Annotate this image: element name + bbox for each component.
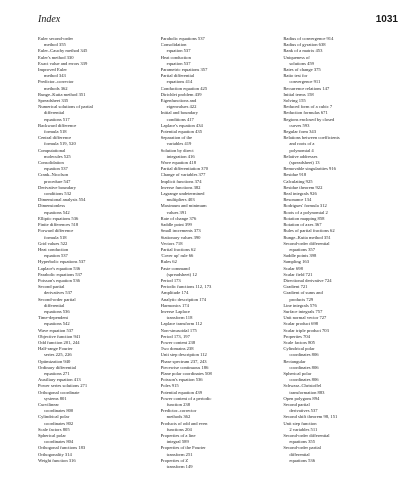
- index-entry: Harmonics 174: [160, 302, 189, 308]
- index-entry: molecules 525: [44, 153, 71, 159]
- index-entry: Rodrigues' formula 312: [283, 203, 327, 209]
- index-entry: Two domains 238: [160, 346, 194, 352]
- index-entry: Vectors 718: [160, 240, 183, 246]
- index-columns: [38, 36, 402, 470]
- index-entry: equation 537: [44, 166, 68, 172]
- index-entry: Scale factors 805: [283, 339, 315, 345]
- index-entry: Scalar field 721: [283, 271, 313, 277]
- index-entry: transform 251: [166, 451, 193, 457]
- index-entry: Elliptic equations 536: [38, 215, 79, 221]
- index-entry: Heat conduction: [160, 54, 191, 60]
- index-entry: conditions 532: [44, 191, 72, 197]
- index-entry: Schwarz–Christoffel: [283, 383, 322, 389]
- index-entry: coordinates 804: [44, 439, 74, 445]
- index-entry: formula 518: [44, 234, 67, 240]
- index-entry: Exact value and errors 339: [38, 60, 88, 66]
- index-entry: Weight function 316: [38, 457, 76, 463]
- index-entry: methods 362: [44, 85, 68, 91]
- index-entry: Open polygons 894: [283, 395, 320, 401]
- index-entry: Computational: [38, 147, 66, 153]
- index-entry: equations 517: [44, 116, 70, 122]
- index-entry: Scale factors 805: [38, 426, 70, 432]
- index-entry: Implicit functions 374: [160, 178, 202, 184]
- index-entry: Saddle point 399: [160, 222, 192, 228]
- index-entry: Inverse Laplace: [160, 308, 190, 314]
- index-entry: Potential equation 439: [160, 389, 203, 395]
- index-entry: Reduction formulas 671: [283, 110, 328, 116]
- index-entry: transform 149: [166, 464, 193, 470]
- index-entry: Partial differentiation 370: [160, 166, 209, 172]
- index-entry: transformation 883: [289, 389, 325, 395]
- index-entry: differential: [44, 302, 65, 308]
- index-entry: Scalar 698: [283, 265, 303, 271]
- index-column-2: [160, 36, 280, 470]
- index-entry: Numerical solutions of partial: [38, 104, 93, 110]
- index-entry: equation 537: [166, 48, 191, 54]
- index-entry: Lagrange undetermined: [160, 191, 205, 197]
- index-entry: Laplace's equation 434: [160, 122, 203, 128]
- index-entry: Orthogonal functions 183: [38, 445, 86, 451]
- index-column-1: [38, 36, 157, 466]
- index-entry: Predictor–corrector: [160, 408, 197, 414]
- index-entry: 2 variables 511: [289, 426, 318, 432]
- index-entry: Gradient of sums and: [283, 290, 323, 296]
- index-entry: multipliers 403: [166, 197, 195, 203]
- index-entry: Runge–Kutta method 351: [283, 234, 331, 240]
- index-entry: equation 537: [44, 253, 68, 259]
- index-entry: Roots of a polynomial 2: [283, 209, 328, 215]
- index-entry: (spreadsheet) 12: [166, 271, 197, 277]
- index-entry: Properties of a line: [160, 433, 196, 438]
- page-number: 1031: [375, 14, 398, 25]
- index-entry: Poisson's equation 536: [160, 377, 203, 383]
- index-entry: coordinates 806: [289, 377, 319, 383]
- index-entry: integral 589: [166, 439, 189, 445]
- index-entry: Separation of the: [160, 135, 193, 141]
- index-entry: conditions 417: [166, 116, 194, 122]
- index-entry: Dimensional analysis 554: [38, 197, 86, 203]
- index-entry: differential: [44, 110, 65, 116]
- index-entry: Partial differential: [160, 73, 195, 79]
- index-entry: Power content 238: [160, 339, 196, 345]
- index-entry: Surface integrals 757: [283, 308, 323, 314]
- index-entry: equations 542: [44, 321, 70, 327]
- index-entry: Orthogonal coordinate: [38, 389, 80, 395]
- index-entry: Rank of a matrix 453: [283, 48, 323, 54]
- index-entry: Period 173, 197: [160, 333, 190, 339]
- index-entry: Ordinary differential: [38, 364, 77, 370]
- index-entry: equations 542: [44, 209, 70, 215]
- section-title: Index: [38, 14, 61, 25]
- index-entry: Second-order differential: [283, 433, 330, 438]
- index-entry: Rules 62: [160, 259, 177, 265]
- index-entry: Paste command: [160, 265, 190, 271]
- index-entry: Properties 704: [283, 333, 311, 339]
- index-entry: Regular form 343: [283, 129, 317, 135]
- index-entry: equation 537: [166, 60, 191, 66]
- index-entry: (spreadsheet) 13: [289, 160, 320, 166]
- index-entry: Central difference: [38, 135, 72, 141]
- index-entry: Uniqueness of: [283, 54, 310, 60]
- index-entry: Second-order partial: [38, 296, 76, 302]
- index-entry: Cylindrical polar: [283, 346, 315, 352]
- index-entry: derivatives 537: [289, 408, 318, 414]
- index-entry: Rate of change 376: [160, 215, 197, 221]
- index-entry: Optimization 940: [38, 358, 71, 364]
- index-entry: Properties of the Fourier: [160, 445, 206, 451]
- index-entry: Scalar product 698: [283, 321, 319, 327]
- index-entry: Second shift theorem 98, 151: [283, 414, 338, 420]
- index-entry: and roots of a: [289, 141, 315, 147]
- index-entry: Rotation mapping 858: [283, 215, 325, 221]
- index-entry: Gradient 721: [283, 284, 308, 290]
- index-entry: Relative addresses: [283, 153, 318, 159]
- index-entry: Hyperbolic equations 537: [38, 259, 86, 265]
- index-entry: Stationary values 390: [160, 234, 201, 240]
- index-entry: convergence 911: [289, 79, 321, 85]
- index-entry: Properties of Z: [160, 457, 189, 463]
- index-entry: Grid values 522: [38, 240, 68, 246]
- index-entry: Odd function 201, 244: [38, 339, 80, 345]
- index-entry: equations 357: [289, 246, 315, 252]
- index-entry: Poisson's equation 536: [38, 277, 80, 283]
- index-entry: Resonance 134: [283, 197, 312, 203]
- index-entry: Orthogonality 314: [38, 451, 72, 457]
- index-entry: Calculating 925: [283, 178, 313, 184]
- index-entry: Ratio test for: [283, 73, 308, 79]
- index-entry: equations 536: [44, 308, 70, 314]
- index-entry: Phase spectrum 237, 243: [160, 358, 207, 364]
- index-entry: coordinates 806: [289, 352, 319, 358]
- index-entry: formula 518: [44, 129, 67, 135]
- index-entry: Potential equation 435: [160, 129, 203, 135]
- index-entry: Inverse functions 382: [160, 184, 201, 190]
- index-entry: Residue theorem 922: [283, 184, 323, 190]
- index-entry: Poles 915: [160, 383, 179, 389]
- index-entry: coordinates 800: [44, 408, 74, 414]
- index-entry: Second partial: [38, 284, 65, 290]
- index-entry: polynomial 4: [289, 147, 314, 153]
- index-entry: Parabolic equations 537: [160, 36, 205, 41]
- index-entry: 'Cover up' rule 66: [160, 253, 194, 259]
- index-entry: Solution by direct: [160, 147, 194, 153]
- index-entry: differential: [289, 451, 310, 457]
- index-entry: Heat conduction: [38, 246, 69, 252]
- index-entry: Radius of convergence 914: [283, 36, 334, 41]
- index-entry: Real integrals 926: [283, 191, 317, 197]
- index-entry: Power series solutions 271: [38, 383, 88, 389]
- index-entry: Half-range Fourier: [38, 346, 73, 352]
- index-entry: Line integrals 576: [283, 302, 317, 308]
- index-entry: Saddle points 398: [283, 253, 317, 259]
- index-entry: Initial and boundary: [160, 110, 198, 116]
- index-entry: Piecewise continuous 186: [160, 364, 209, 370]
- index-entry: series 225, 226: [44, 352, 72, 358]
- index-entry: Unit normal vector 727: [283, 315, 327, 321]
- index-entry: products 729: [289, 296, 314, 302]
- index-entry: variables 419: [166, 141, 192, 147]
- index-entry: Radius of gyration 638: [283, 42, 326, 48]
- index-entry: derivatives 537: [44, 290, 73, 296]
- index-entry: Relations between coefficients: [283, 135, 340, 141]
- index-entry: Cylindrical polar: [38, 414, 70, 420]
- index-entry: Scalar triple product 703: [283, 327, 329, 333]
- index-entry: Derivative boundary: [38, 184, 76, 190]
- index-entry: systems 801: [44, 395, 67, 401]
- index-entry: Sampling 163: [283, 259, 309, 265]
- index-entry: Period 173: [160, 277, 181, 283]
- index-entry: coordinates 802: [44, 420, 74, 426]
- index-entry: Initial terms 158: [283, 91, 314, 97]
- index-entry: functions 204: [166, 426, 192, 432]
- index-entry: Rules of partial fractions 62: [283, 228, 335, 234]
- index-entry: Partial fractions 62: [160, 246, 196, 252]
- index-entry: Wave equation 537: [38, 327, 74, 333]
- index-entry: Second-order partial: [283, 445, 321, 451]
- index-entry: Change of variables 377: [160, 172, 206, 178]
- index-entry: Forward difference: [38, 228, 74, 234]
- index-entry: Spherical polar: [283, 370, 312, 376]
- index-entry: Euler–Cauchy method 345: [38, 48, 88, 54]
- index-entry: Dirichlet problem 439: [160, 91, 202, 97]
- index-entry: Second partial: [283, 401, 310, 407]
- index-entry: Parametric equations 357: [160, 67, 208, 73]
- index-entry: values 391: [166, 209, 187, 215]
- index-entry: Non-sinusoidal 175: [160, 327, 197, 333]
- index-entry: Directional derivative 724: [283, 277, 332, 283]
- index-entry: Second-order differential: [283, 240, 330, 246]
- index-entry: transform 118: [166, 315, 193, 321]
- index-entry: Small increments 373: [160, 228, 201, 234]
- index-entry: Analytic description 174: [160, 296, 207, 302]
- index-entry: Maximum and minimum: [160, 203, 207, 209]
- index-entry: Residue 918: [283, 172, 307, 178]
- index-entry: Spherical polar: [38, 433, 66, 438]
- index-entry: method 355: [44, 42, 66, 48]
- index-entry: coordinates 806: [289, 364, 319, 370]
- index-entry: equations 271: [44, 370, 70, 376]
- index-entry: Finite differences 518: [38, 222, 79, 228]
- index-entry: Recurrence relations 147: [283, 85, 330, 91]
- index-entry: Backward difference: [38, 122, 77, 128]
- index-entry: Periodic functions 112, 173: [160, 284, 212, 290]
- index-column-3: [283, 36, 402, 466]
- index-entry: Curvilinear: [38, 401, 59, 407]
- index-entry: Regions enclosed by closed: [283, 116, 335, 122]
- index-entry: Euler's method 330: [38, 54, 74, 60]
- index-entry: Euler second-order: [38, 36, 74, 41]
- index-entry: eigenvalues 422: [166, 104, 197, 110]
- index-entry: solutions 459: [289, 60, 314, 66]
- index-entry: Plane polar coordinates 508: [160, 370, 212, 376]
- index-entry: Time-dependent: [38, 315, 68, 321]
- index-entry: Conduction equation 425: [160, 85, 208, 91]
- index-entry: Rotation of axes 367: [283, 222, 322, 228]
- index-entry: Unit step description 112: [160, 352, 207, 358]
- index-entry: Unit step function: [283, 420, 317, 426]
- index-entry: integration 416: [166, 153, 195, 159]
- index-entry: Consolidation: [38, 160, 64, 166]
- index-entry: procedure 547: [44, 178, 71, 184]
- page-header: [38, 14, 398, 28]
- index-entry: Objective function 941: [38, 333, 81, 339]
- index-entry: Parabolic equations 537: [38, 271, 83, 277]
- index-entry: function 238: [166, 401, 191, 407]
- index-entry: Runge–Kutta method 351: [38, 91, 86, 97]
- index-entry: equations 355: [289, 439, 315, 445]
- index-entry: Consolidation: [160, 42, 187, 48]
- index-entry: Eigenfunctions and: [160, 98, 197, 104]
- index-entry: Reduced form of a cubic 7: [283, 104, 333, 110]
- index-entry: formula 519, 520: [44, 141, 76, 147]
- index-entry: Power content of a periodic: [160, 395, 212, 401]
- index-entry: Laplace's equation 536: [38, 265, 81, 271]
- index-entry: Crank–Nicolson: [38, 172, 69, 178]
- index-entry: Improved Euler: [38, 67, 67, 73]
- index-entry: Laplace transform 112: [160, 321, 203, 327]
- index-entry: Removable singularities 916: [283, 166, 336, 172]
- index-entry: Rates of change 375: [283, 67, 321, 73]
- index-entry: Solving 155: [283, 98, 306, 104]
- index-entry: Predictor–corrector: [38, 79, 74, 85]
- index-entry: Amplitude 174: [160, 290, 189, 296]
- index-entry: Products of odd and even: [160, 420, 208, 426]
- index-entry: Dimensionless: [38, 203, 66, 209]
- index-entry: Auxiliary equation 413: [38, 377, 81, 383]
- index-entry: equations 536: [289, 457, 315, 463]
- index-entry: Spreadsheet 335: [38, 98, 69, 104]
- index-entry: methods 362: [166, 414, 191, 420]
- index-entry: Rectangular: [283, 358, 306, 364]
- index-entry: equations 414: [166, 79, 193, 85]
- index-entry: curves 593: [289, 122, 310, 128]
- index-entry: Wave equation 418: [160, 160, 197, 166]
- index-entry: method 343: [44, 73, 66, 79]
